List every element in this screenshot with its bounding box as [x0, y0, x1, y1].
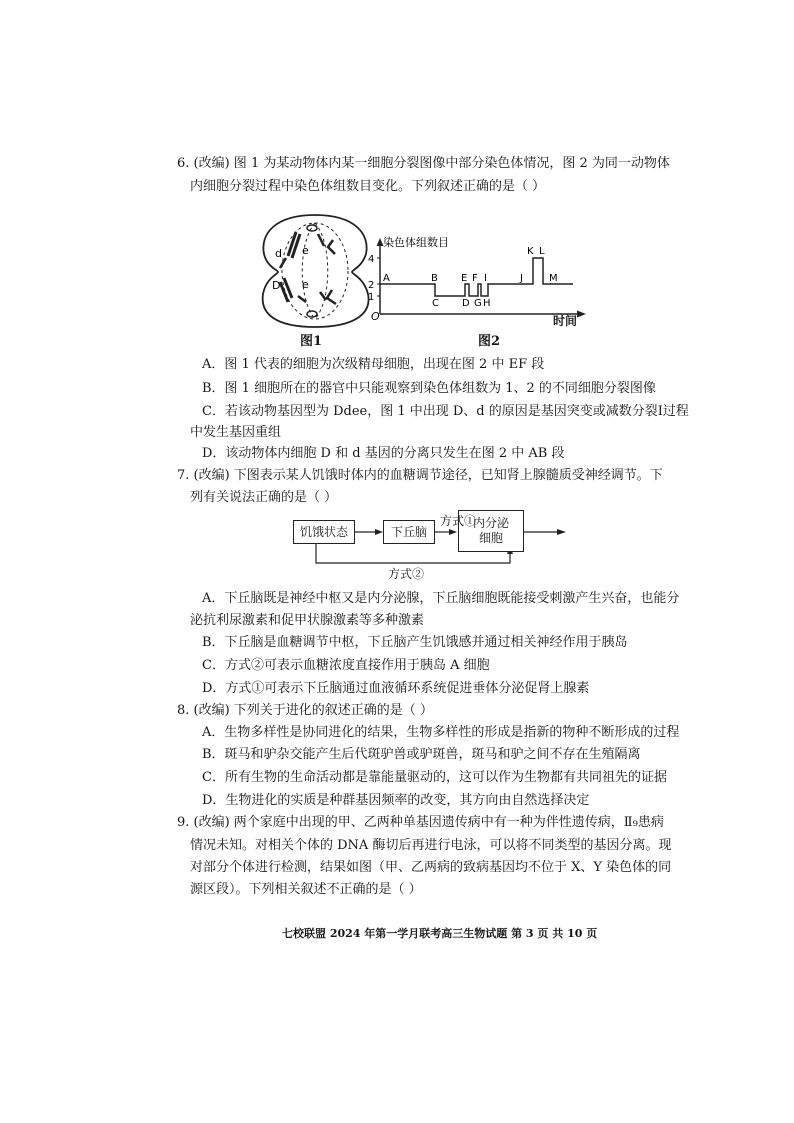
- q8-option-c: C．所有生物的生命活动都是靠能量驱动的，这可以作为生物都有共同祖先的证据: [202, 770, 667, 785]
- fig2-point-H: H: [483, 298, 491, 309]
- q6-option-a: A．图 1 代表的细胞为次级精母细胞，出现在图 2 中 EF 段: [202, 357, 545, 372]
- flow-box-endocrine-line1: 内分泌: [472, 516, 509, 530]
- q9-stem-line3: 对部分个体进行检测，结果如图（甲、乙两病的致病基因均不位于 X、Y 染色体的同: [190, 860, 672, 875]
- q7-stem-line2: 列有关说法正确的是（ ）: [190, 490, 338, 505]
- q9-stem-line2: 情况未知。对相关个体的 DNA 酶切后再进行电泳，可以将不同类型的基因分离。现: [190, 838, 672, 853]
- q8-option-b: B．斑马和驴杂交能产生后代斑驴兽或驴斑兽，斑马和驴之间不存在生殖隔离: [202, 747, 641, 762]
- fig1-label-D: D: [272, 279, 281, 292]
- figure2-chart: [365, 234, 590, 320]
- fig2-point-C: C: [432, 298, 439, 309]
- fig1-label-e-bottom: e: [302, 278, 309, 291]
- q6-option-b: B．图 1 细胞所在的器官中只能观察到染色体组数为 1、2 的不同细胞分裂图像: [202, 381, 656, 396]
- fig2-ytick-1: 1: [368, 292, 375, 303]
- fig2-point-D: D: [462, 298, 470, 309]
- fig2-point-M: M: [549, 273, 558, 284]
- fig2-ytick-2: 2: [368, 280, 375, 291]
- q7-stem-line1: 7. (改编) 下图表示某人饥饿时体内的血糖调节途径，已知肾上腺髓质受神经调节。下: [177, 468, 663, 483]
- page-footer: 七校联盟 2024 年第一学月联考高三生物试题 第 3 页 共 10 页: [282, 927, 598, 940]
- fig2-origin: O: [371, 310, 380, 320]
- fig2-point-B: B: [431, 273, 438, 284]
- q7-option-b: B．下丘脑是血糖调节中枢，下丘脑产生饥饿感并通过相关神经作用于胰岛: [202, 635, 628, 650]
- flow-label-way1: 方式①: [440, 514, 477, 528]
- flow-box-endocrine-line2: 细胞: [478, 531, 503, 545]
- fig1-label-e-top: e: [302, 244, 309, 257]
- fig2-ytick-4: 4: [368, 254, 375, 265]
- q6-option-c-line1: C．若该动物基因型为 Ddee，图 1 中出现 D、d 的原因是基因突变或减数分裂Ⅰ过程: [202, 404, 689, 419]
- fig2-point-K: K: [527, 246, 534, 257]
- fig2-point-F: F: [472, 273, 478, 284]
- q8-option-d: D．生物进化的实质是种群基因频率的改变，其方向由自然选择决定: [202, 793, 590, 808]
- q7-option-a-line1: A．下丘脑既是神经中枢又是内分泌腺，下丘脑细胞既能接受刺激产生兴奋，也能分: [202, 591, 680, 606]
- q8-stem: 8. (改编) 下列关于进化的叙述正确的是（ ）: [177, 703, 433, 718]
- figure2-caption: 图2: [478, 334, 501, 349]
- flow-box-hunger: 饥饿状态: [293, 520, 355, 544]
- q7-option-a-line2: 泌抗利尿激素和促甲状腺激素等多种激素: [190, 613, 425, 628]
- q6-stem-line1: 6. (改编) 图 1 为某动物体内某一细胞分裂图像中部分染色体情况，图 2 为同一动物体: [177, 156, 670, 171]
- fig2-point-G: G: [474, 298, 482, 309]
- fig2-ylabel: 染色体组数目: [383, 236, 449, 249]
- q9-stem-line1: 9. (改编) 两个家庭中出现的甲、乙两种单基因遗传病中有一种为伴性遗传病，Ⅱ₉患病: [177, 815, 664, 830]
- q9-stem-line4: 源区段）。下列相关叙述不正确的是（ ）: [190, 882, 422, 897]
- fig2-xlabel: 时间: [553, 314, 578, 328]
- fig2-point-J: J: [520, 273, 523, 284]
- q6-stem-line2: 内细胞分裂过程中染色体组数目变化。下列叙述正确的是（ ）: [190, 179, 546, 194]
- q7-option-c: C．方式②可表示血糖浓度直接作用于胰岛 A 细胞: [202, 658, 490, 673]
- fig2-point-A: A: [383, 273, 390, 284]
- flow-box-hypothalamus: 下丘脑: [383, 520, 435, 544]
- figure1-cell-diagram: [258, 212, 373, 330]
- q8-option-a: A．生物多样性是协同进化的结果，生物多样性的形成是指新的物种不断形成的过程: [202, 725, 680, 740]
- fig2-point-L: L: [539, 246, 545, 257]
- figure1-caption: 图1: [300, 334, 323, 349]
- q6-option-c-line2: 中发生基因重组: [190, 425, 282, 440]
- fig2-point-E: E: [461, 273, 468, 284]
- fig2-point-I: I: [484, 273, 487, 284]
- q7-option-d: D．方式①可表示下丘脑通过血液循环系统促进垂体分泌促肾上腺素: [202, 681, 590, 696]
- flow-label-way2: 方式②: [388, 567, 425, 581]
- q6-option-d: D．该动物体内细胞 D 和 d 基因的分离只发生在图 2 中 AB 段: [202, 446, 565, 461]
- fig1-label-d: d: [275, 247, 282, 260]
